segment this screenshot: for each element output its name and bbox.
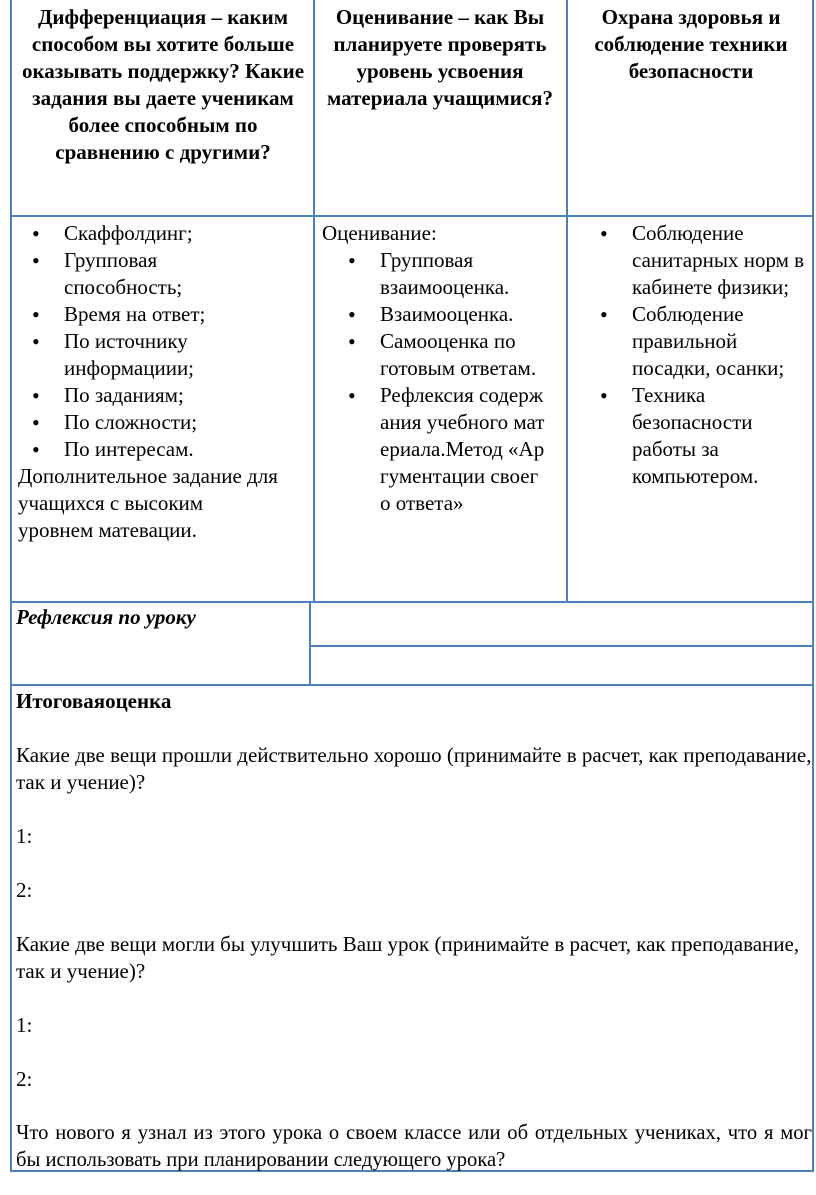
- list-item: • Рефлексия содержания учебного материала.Метод «Аргументации своего ответа»: [318, 382, 548, 517]
- answer-1-label: 1:: [16, 824, 33, 848]
- divider-body: [10, 601, 814, 603]
- question-new-learning: Что нового я узнал из этого урока о своем классе или об отдельных учениках, что я мог бы использовать при планировании следующего урока?: [16, 1122, 812, 1171]
- divider-header: [10, 215, 814, 217]
- border-right: [812, 0, 814, 1172]
- list-item: • По сложности;: [14, 409, 310, 436]
- summary-title: Итоговаяоценка: [16, 689, 172, 713]
- question-improve: Какие две вещи могли бы улучшить Ваш урок (принимайте в расчет, как преподавание, так и учение)?: [16, 932, 800, 983]
- additional-task-text: Дополнительное задание для учащихся с высоким уровнем матевации.: [18, 464, 278, 542]
- list-item: • По источнику информациии;: [14, 328, 310, 382]
- list-item: • Скаффолдинг;: [14, 220, 310, 247]
- list-item: • Соблюдение санитарных норм в кабинете физики;: [580, 220, 812, 301]
- answer-1-label: 1:: [16, 1013, 33, 1037]
- divider-col-1: [313, 0, 315, 602]
- divider-reflection-row: [309, 645, 814, 647]
- summary-section: [16, 688, 812, 1174]
- question-well: Какие две вещи прошли действительно хорошо (принимайте в расчет, как преподавание, так и учение)?: [16, 743, 812, 794]
- assessment-cell: [318, 220, 548, 517]
- divider-summary: [10, 684, 814, 686]
- list-item: • Техника безопасности работы за компьютером.: [580, 382, 812, 490]
- header-safety: Охрана здоровья и соблюдение техники безопасности: [594, 5, 788, 83]
- list-item: • Групповая способность;: [14, 247, 310, 301]
- differentiation-list: [14, 220, 310, 463]
- divider-col-2: [566, 0, 568, 602]
- list-item: • По интересам.: [14, 436, 310, 463]
- list-item: • Взаимооценка.: [318, 301, 548, 328]
- reflection-label: Рефлексия по уроку: [16, 605, 196, 629]
- answer-2-label: 2:: [16, 878, 33, 902]
- assessment-list: [318, 247, 548, 517]
- header-assessment: Оценивание – как Вы планируете проверять уровень усвоения материала учащимися?: [326, 5, 553, 110]
- list-item: • Самооценка по готовым ответам.: [318, 328, 548, 382]
- list-item: • По заданиям;: [14, 382, 310, 409]
- differentiation-cell: [14, 220, 310, 544]
- divider-reflection-col: [309, 601, 311, 685]
- list-item: • Групповая взаимооценка.: [318, 247, 548, 301]
- list-item: • Соблюдение правильной посадки, осанки;: [580, 301, 812, 382]
- assessment-intro: Оценивание:: [322, 221, 437, 245]
- header-differentiation: Дифференциация – каким способом вы хотите больше оказывать поддержку? Какие задания вы даете ученикам более способным по сравнению с другими?: [21, 5, 305, 164]
- safety-list: [580, 220, 812, 490]
- list-item: • Время на ответ;: [14, 301, 310, 328]
- safety-cell: [580, 220, 812, 490]
- border-left: [10, 0, 12, 1172]
- answer-2-label: 2:: [16, 1067, 33, 1091]
